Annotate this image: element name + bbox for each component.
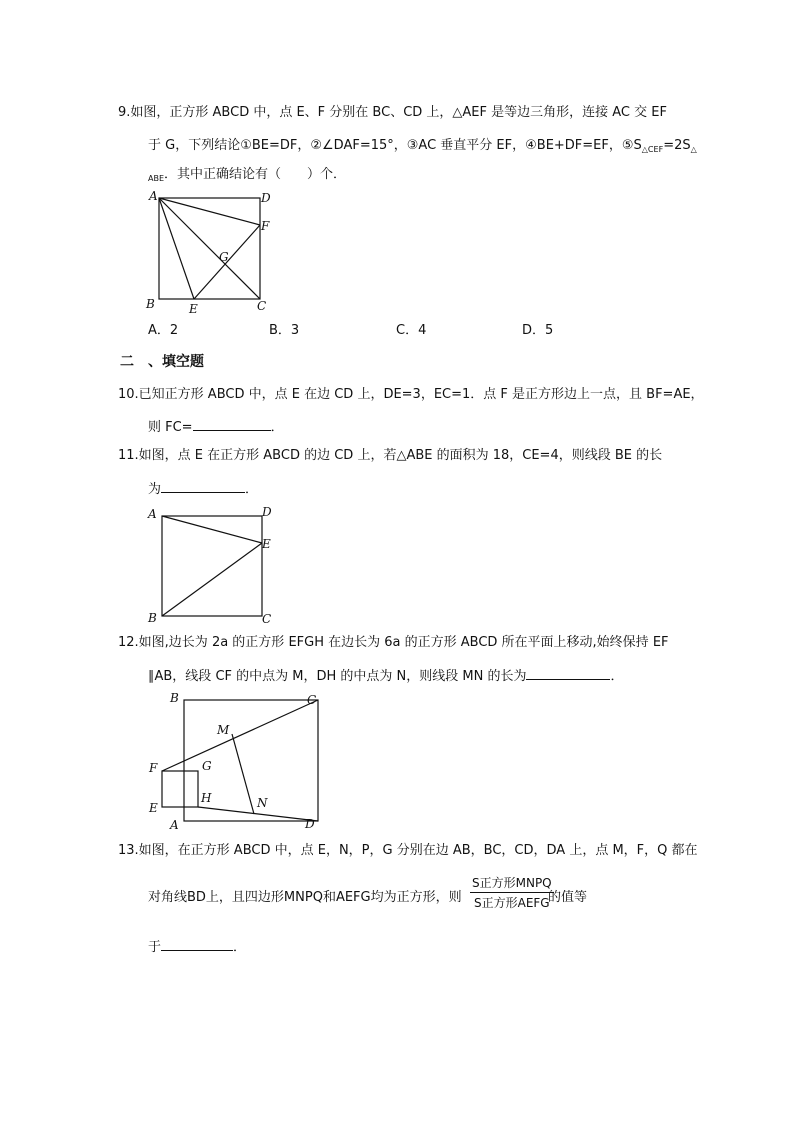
q9-line-2-eq: =2S [663, 138, 691, 153]
q13-line-1: 13.如图，在正方形 ABCD 中，点 E，N，P，G 分别在边 AB，BC，CD，DA 上，点 M，F，Q 都在 [118, 843, 698, 858]
q10-line-1: 10.已知正方形 ABCD 中，点 E 在边 CD 上，DE=3，EC=1．点 F 是正方形边上一点，且 BF=AE， [118, 387, 704, 402]
q11-line-1: 11.如图，点 E 在正方形 ABCD 的边 CD 上，若△ABE 的面积为 18，CE=4，则线段 BE 的长 [118, 448, 663, 463]
q12-line-2-text: ∥AB，线段 CF 的中点为 M，DH 的中点为 N，则线段 MN 的长为 [148, 669, 527, 684]
q11-answer-blank[interactable] [161, 478, 245, 493]
q9-label-c: C [257, 299, 267, 313]
q9-label-f: F [261, 219, 270, 233]
q12-square-efgh [162, 771, 198, 807]
q9-option-c[interactable]: C．4 [396, 323, 427, 338]
q12-label-m: M [217, 723, 230, 737]
q9-label-d: D [261, 191, 271, 205]
section-2-title: 二 、填空题 [120, 354, 204, 370]
q11-line-be [162, 543, 262, 616]
q10-line-2-end: ． [270, 420, 284, 435]
q9-figure [140, 186, 290, 316]
q9-subscript-cef: △CEF [641, 145, 664, 154]
q9-label-a: A [149, 189, 158, 203]
q9-line-af [159, 198, 260, 225]
q9-label-b: B [146, 297, 155, 311]
q9-subscript-abe: ABE [148, 174, 165, 183]
q11-label-a: A [148, 507, 157, 521]
q13-line-3 [148, 936, 246, 957]
q9-option-b[interactable]: B．3 [269, 323, 300, 338]
q12-answer-blank[interactable] [526, 665, 610, 680]
q9-line-ae [159, 198, 194, 299]
q10-line-2 [148, 416, 284, 437]
q11-line-2-end: ． [245, 482, 259, 497]
q12-line-1: 12.如图,边长为 2a 的正方形 EFGH 在边长为 6a 的正方形 ABCD 所在平面上移动,始终保持 EF [118, 635, 669, 650]
q12-figure [140, 688, 340, 838]
q13-line-2-b: 的值等 [548, 890, 588, 905]
q9-option-d[interactable]: D．5 [522, 323, 554, 338]
q13-line-3-end: ． [233, 940, 247, 955]
q11-line-2 [148, 478, 258, 499]
q9-line-2 [148, 137, 697, 159]
q10-line-2-text: 则 FC= [148, 420, 193, 435]
q13-fraction-numerator: S正方形MNPQ [470, 874, 554, 893]
q13-fraction-denominator: S正方形AEFG [474, 896, 550, 910]
q9-label-e: E [189, 302, 198, 316]
q9-subscript-triangle: △ [690, 145, 697, 154]
q12-line-mn [232, 734, 254, 814]
q11-line-ae [162, 516, 262, 543]
q12-label-n: N [257, 796, 268, 810]
q12-line-2 [148, 665, 623, 686]
q9-line-3 [148, 166, 346, 188]
q11-line-2-text: 为 [148, 482, 162, 497]
q11-label-c: C [262, 612, 272, 626]
q13-area-fraction [470, 874, 554, 911]
q12-label-c: C [307, 693, 317, 707]
q11-label-d: D [262, 505, 272, 519]
q12-label-a: A [170, 818, 179, 832]
q12-label-e: E [149, 801, 158, 815]
q12-label-b: B [170, 691, 179, 705]
q9-line-2-text: 于 G，下列结论①BE=DF，②∠DAF=15°，③AC 垂直平分 EF，④BE+DF=EF，⑤S [148, 138, 642, 153]
q12-label-g: G [202, 759, 212, 773]
q9-line-ac [159, 198, 260, 299]
q13-answer-blank[interactable] [161, 936, 233, 951]
q12-label-h: H [201, 791, 212, 805]
q12-line-2-end: ． [610, 669, 624, 684]
q11-figure [140, 500, 290, 630]
q9-option-a[interactable]: A．2 [148, 323, 179, 338]
q11-label-b: B [148, 611, 157, 625]
q11-square-abcd [162, 516, 262, 616]
q9-line-3-text: ．其中正确结论有（ ）个． [164, 167, 347, 182]
q9-label-g: G [219, 250, 229, 264]
q10-answer-blank[interactable] [193, 416, 271, 431]
q13-line-2-a: 对角线BD上，且四边形MNPQ和AEFG均为正方形，则 [148, 890, 462, 905]
q12-label-d: D [305, 817, 315, 831]
q9-line-1: 9.如图，正方形 ABCD 中，点 E、F 分别在 BC、CD 上，△AEF 是等边三角形，连接 AC 交 EF [118, 105, 667, 120]
q11-label-e: E [262, 537, 271, 551]
q12-label-f: F [149, 761, 158, 775]
q13-line-3-text: 于 [148, 940, 162, 955]
q12-line-cf [162, 700, 318, 771]
